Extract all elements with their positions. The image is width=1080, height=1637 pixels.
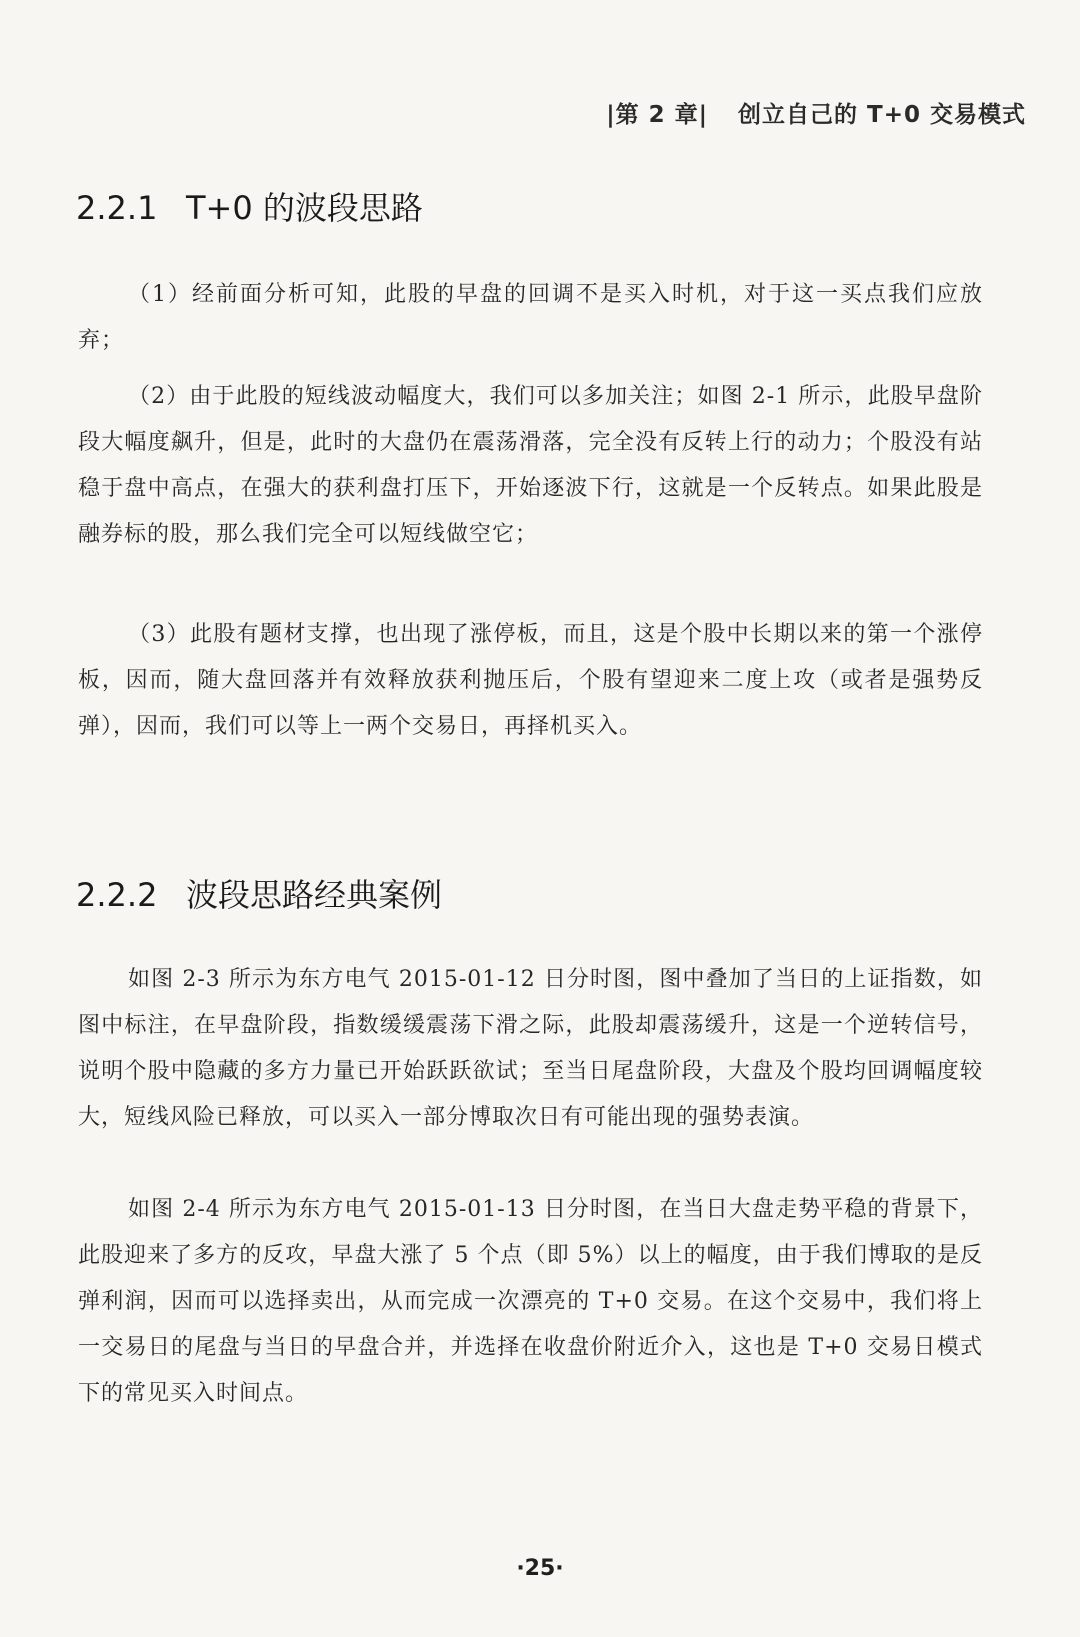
section-heading-2-2-2 (76, 870, 442, 916)
chapter-label: |第 2 章| (606, 102, 709, 128)
chapter-title: 创立自己的 T+0 交易模式 (738, 102, 1026, 128)
paragraph-4: 如图 2-3 所示为东方电气 2015-01-12 日分时图，图中叠加了当日的上证指数，如图中标注，在早盘阶段，指数缓缓震荡下滑之际，此股却震荡缓升，这是一个逆转信号，说明个股中隐藏的多方力量已开始跃跃欲试；至当日尾盘阶段，大盘及个股均回调幅度较大，短线风险已释放，可以买入一部分博取次日有可能出现的强势表演。 (78, 967, 983, 1130)
running-header (606, 96, 1026, 129)
section-number: 2.2.2 (76, 876, 158, 914)
paragraph-3: （3）此股有题材支撑，也出现了涨停板，而且，这是个股中长期以来的第一个涨停板，因而，随大盘回落并有效释放获利抛压后，个股有望迎来二度上攻（或者是强势反弹），因而，我们可以等上一两个交易日，再择机买入。 (78, 622, 983, 739)
section-title: T+0 的波段思路 (186, 189, 423, 227)
page-number: ·25· (516, 1556, 564, 1581)
paragraph-1: （1）经前面分析可知，此股的早盘的回调不是买入时机，对于这一买点我们应放弃； (78, 282, 983, 353)
paragraph-5: 如图 2-4 所示为东方电气 2015-01-13 日分时图，在当日大盘走势平稳的背景下，此股迎来了多方的反攻，早盘大涨了 5 个点（即 5%）以上的幅度，由于我们博取的是反弹利润，因而可以选择卖出，从而完成一次漂亮的 T+0 交易。在这个交易中，我们将上一交易日的尾盘与当日的早盘合并，并选择在收盘价附近介入，这也是 T+0 交易日模式下的常见买入时间点。 (78, 1197, 983, 1406)
section-heading-2-2-1 (76, 183, 423, 229)
section-title: 波段思路经典案例 (186, 876, 443, 914)
paragraph-2: （2）由于此股的短线波动幅度大，我们可以多加关注；如图 2-1 所示，此股早盘阶段大幅度飙升，但是，此时的大盘仍在震荡滑落，完全没有反转上行的动力；个股没有站稳于盘中高点，在强大的获利盘打压下，开始逐波下行，这就是一个反转点。如果此股是融券标的股，那么我们完全可以短线做空它； (78, 384, 983, 547)
section-number: 2.2.1 (76, 189, 158, 227)
